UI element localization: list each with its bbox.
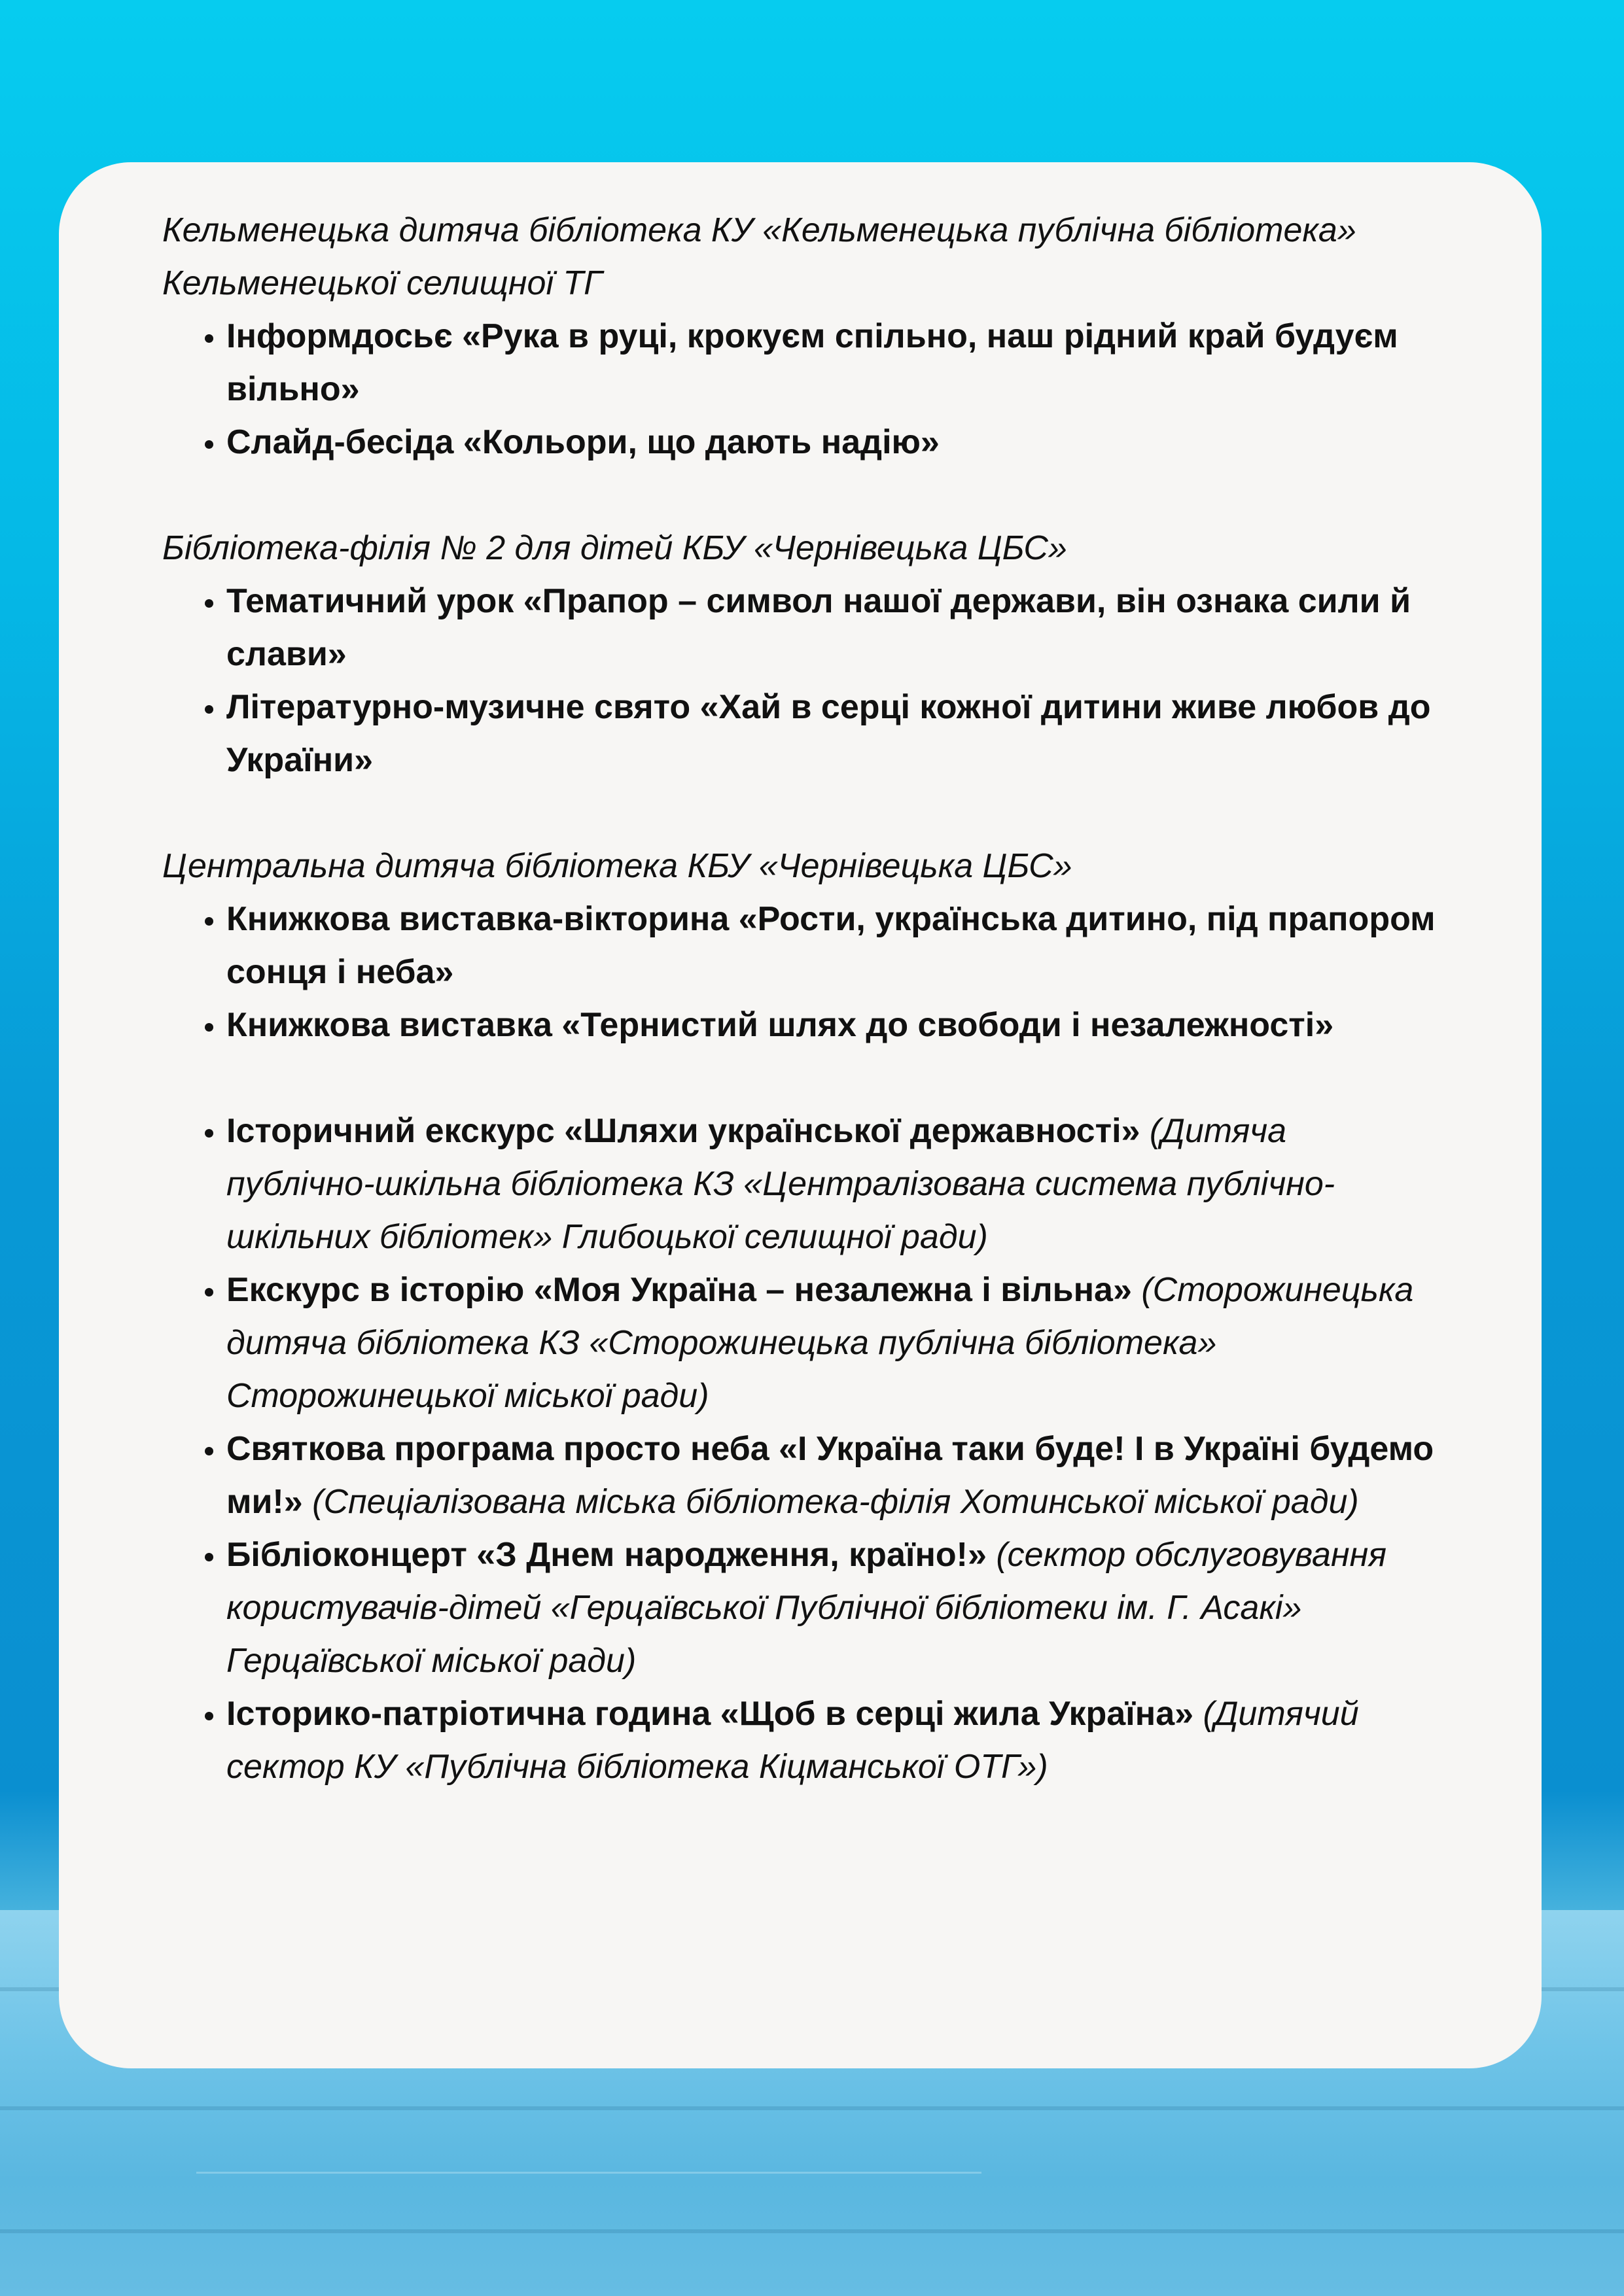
list-item [226,1264,1437,1423]
library-name: Кельменецька дитяча бібліотека КУ «Кельменецька публічна бібліотека» Кельменецької селищної ТГ [162,211,1356,302]
event-title: Святкова програма просто неба «І Україна таки буде! І в Україні будемо ми!» [226,1430,1434,1521]
list-item [226,1688,1437,1794]
list-item: • Інформдосьє «Рука в руці, крокуєм спільно, наш рідний край будуєм вільно» [226,310,1437,416]
list-item: • Літературно-музичне свято «Хай в серці кожної дитини живе любов до України» [226,681,1437,787]
event-list [162,575,1437,787]
event-title: Екскурс в історію «Моя Україна – незалежна і вільна» [226,1271,1132,1309]
list-item [226,1423,1437,1529]
event-list [162,893,1437,1052]
list-item: • Книжкова виставка-вікторина «Рости, українська дитино, під прапором сонця і неба» [226,893,1437,999]
spacer [162,469,1437,522]
wood-grain [196,2172,981,2174]
list-item [226,1105,1437,1264]
event-list [162,310,1437,469]
event-source: (Дитяча публічно-шкільна бібліотека КЗ «Централізована система публічно-шкільних бібліотек» Глибоцької селищної ради) [226,1112,1335,1256]
event-title: Історичний екскурс «Шляхи української державності» [226,1112,1140,1150]
event-title: Історико-патріотична година «Щоб в серці жила Україна» [226,1695,1194,1733]
library-name: Бібліотека-філія № 2 для дітей КБУ «Чернівецька ЦБС» [162,529,1067,567]
event-title: Бібліоконцерт «З Днем народження, країно!» [226,1536,987,1574]
spacer [162,1052,1437,1105]
list-item: • Слайд-бесіда «Кольори, що дають надію» [226,416,1437,469]
plank-divider [0,2229,1624,2233]
event-source: (сектор обслуговування користувачів-дітей «Герцаївської Публічної бібліотеки ім. Г. Асакі» Герцаївської міської ради) [226,1536,1386,1680]
plank-divider [0,2106,1624,2110]
spacer [162,787,1437,840]
event-source: (Спеціалізована міська бібліотека-філія Хотинської міської ради) [312,1483,1359,1521]
list-item: • Тематичний урок «Прапор – символ нашої держави, він ознака сили й слави» [226,575,1437,681]
event-source: (Сторожинецька дитяча бібліотека КЗ «Сторожинецька публічна бібліотека» Сторожинецької міської ради) [226,1271,1414,1415]
list-item [226,1529,1437,1688]
library-name: Центральна дитяча бібліотека КБУ «Чернівецька ЦБС» [162,847,1072,885]
content-card [59,162,1542,2068]
event-source: (Дитячий сектор КУ «Публічна бібліотека Кіцманської ОТГ») [226,1695,1359,1786]
event-list-with-sources [162,1105,1437,1794]
list-item: • Книжкова виставка «Тернистий шлях до свободи і незалежності» [226,999,1437,1052]
